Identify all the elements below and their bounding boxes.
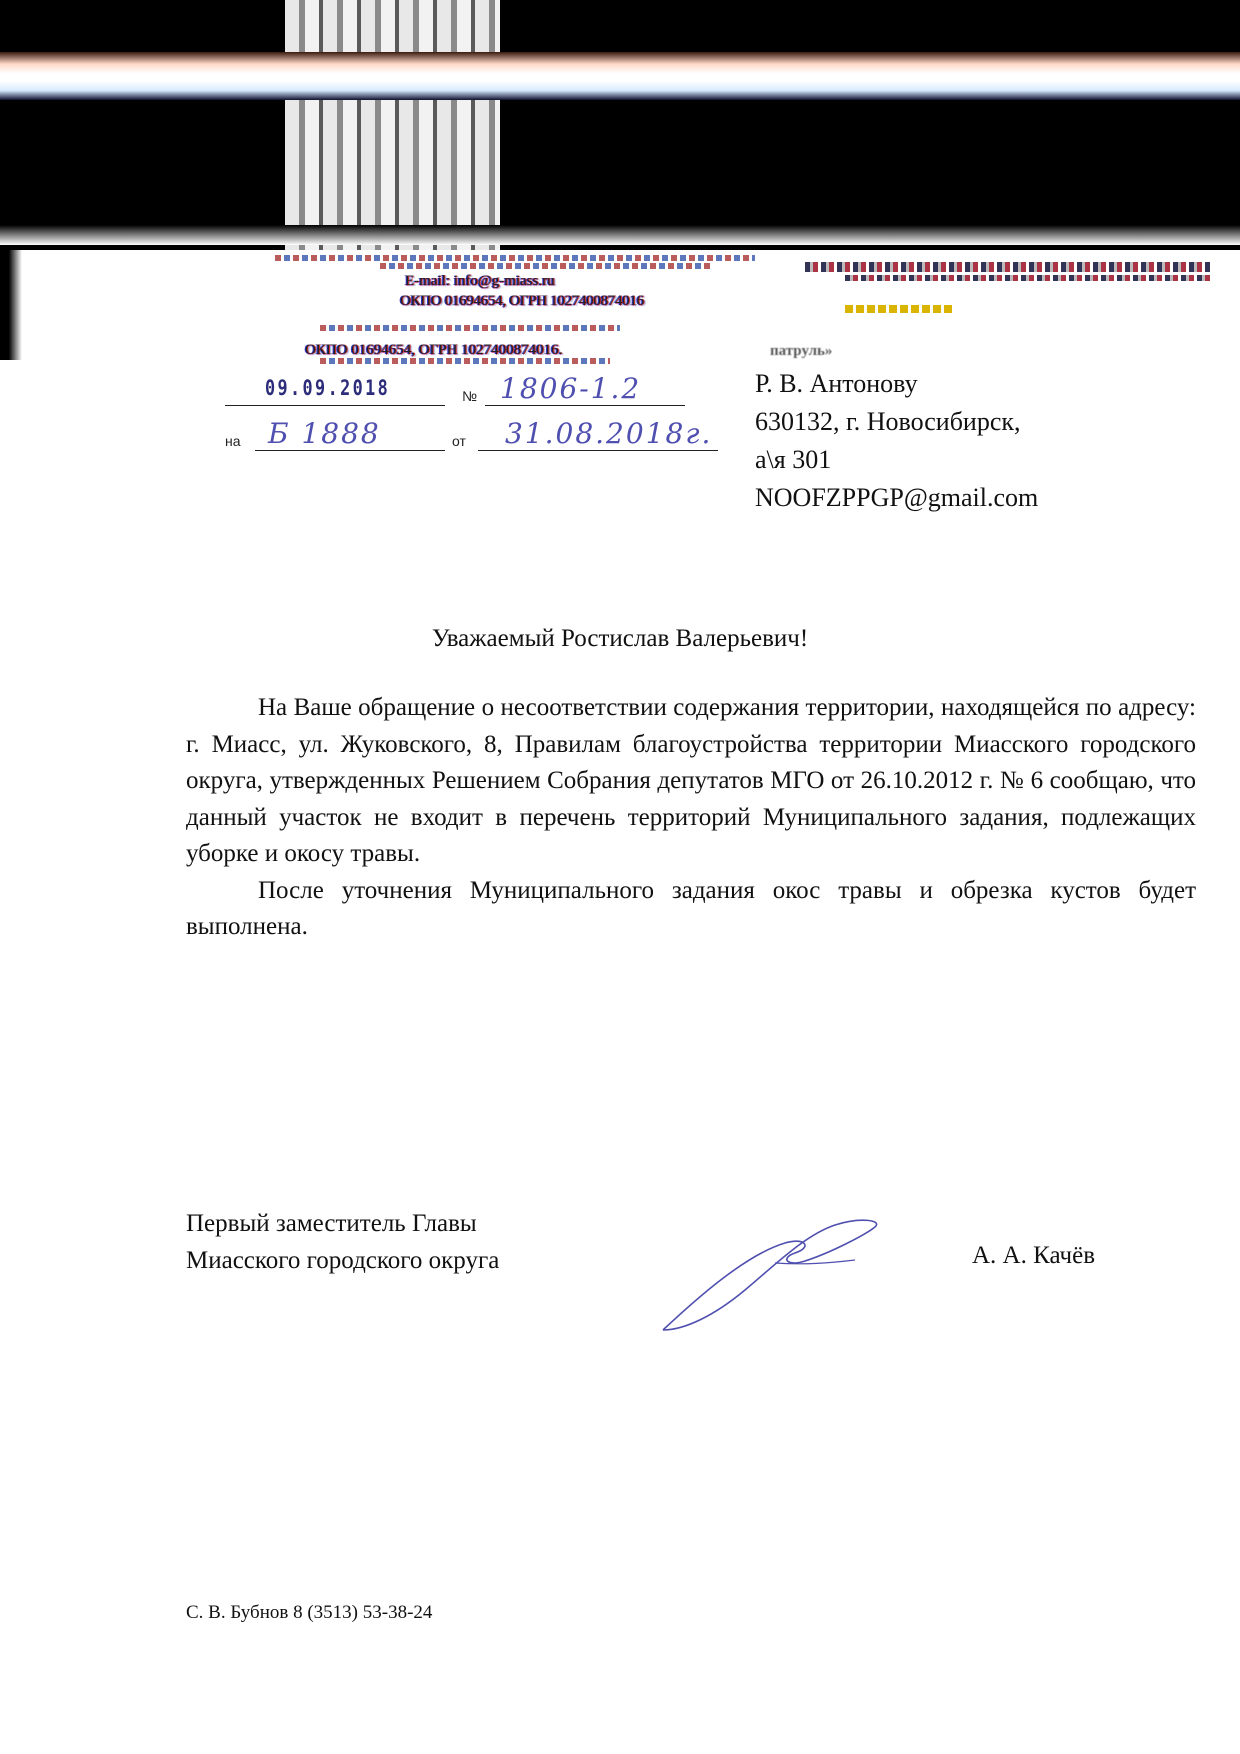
scan-left-edge bbox=[0, 250, 22, 360]
signatory-title-line2: Миасского городского округа bbox=[186, 1247, 500, 1274]
letterhead-right-blur bbox=[805, 262, 1210, 272]
letterhead-blur-line bbox=[320, 358, 610, 364]
letterhead-blur-line bbox=[320, 325, 620, 331]
number-line bbox=[485, 405, 685, 406]
letterhead-blur-line bbox=[275, 255, 755, 261]
recipient-city: 630132, г. Новосибирск, bbox=[755, 407, 1021, 436]
greeting: Уважаемый Ростислав Валерьевич! bbox=[431, 625, 809, 652]
reference-date: 31.08.2018г. bbox=[505, 417, 713, 450]
scan-artifact-top bbox=[0, 0, 1240, 250]
scan-stripes-lower bbox=[285, 135, 500, 235]
ref-date-line bbox=[478, 450, 718, 451]
recipient-name: Р. В. Антонову bbox=[755, 369, 918, 398]
ref-number-line bbox=[255, 450, 445, 451]
reference-number: Б 1888 bbox=[268, 417, 381, 450]
letterhead-yellow-blur bbox=[845, 305, 955, 313]
number-label: № bbox=[462, 388, 478, 404]
outgoing-number: 1806-1.2 bbox=[500, 372, 642, 405]
handwritten-signature bbox=[655, 1205, 895, 1335]
letterhead-email: E-mail: info@g-miass.ru bbox=[405, 273, 555, 289]
letterhead-right-blur bbox=[845, 275, 1210, 281]
scan-fade bbox=[0, 225, 1240, 245]
letter-body bbox=[186, 690, 1196, 946]
on-label: на bbox=[225, 433, 241, 449]
recipient-box: а\я 301 bbox=[755, 445, 832, 474]
letterhead-blur-line bbox=[380, 263, 710, 269]
signatory-title bbox=[186, 1205, 499, 1279]
recipient-block bbox=[755, 365, 1038, 517]
body-paragraph-2: После уточнения Муниципального задания окос травы и обрезка кустов будет выполнена. bbox=[186, 876, 1196, 940]
letterhead-okpo-lower: ОКПО 01694654, ОГРН 1027400874016. bbox=[305, 342, 563, 358]
executor-contact: С. В. Бубнов 8 (3513) 53-38-24 bbox=[186, 1602, 433, 1623]
outgoing-date-stamp: 09.09.2018 bbox=[265, 376, 391, 400]
signatory-name: А. А. Качёв bbox=[972, 1242, 1096, 1269]
recipient-email: NOOFZPPGP@gmail.com bbox=[755, 483, 1039, 512]
signatory-title-line1: Первый заместитель Главы bbox=[186, 1210, 477, 1237]
letterhead-okpo: ОКПО 01694654, ОГРН 1027400874016 bbox=[400, 293, 644, 309]
body-paragraph-1: На Ваше обращение о несоответствии содержания территории, находящейся по адресу: г. Миасс, ул. Жуковского, 8, Правилам благоустройства территории Миасского городского округа, утвержденных Решением Собрания депутатов МГО от 26.10.2012 г. № 6 сообщаю, что данный участок не входит в перечень территорий Муниципального задания, подлежащих уборке и окосу травы. bbox=[186, 694, 1196, 867]
scan-glare-band bbox=[0, 52, 1240, 100]
date-line bbox=[225, 405, 445, 406]
letterhead-right-fragment: патруль» bbox=[770, 343, 833, 359]
from-label: от bbox=[452, 433, 466, 449]
